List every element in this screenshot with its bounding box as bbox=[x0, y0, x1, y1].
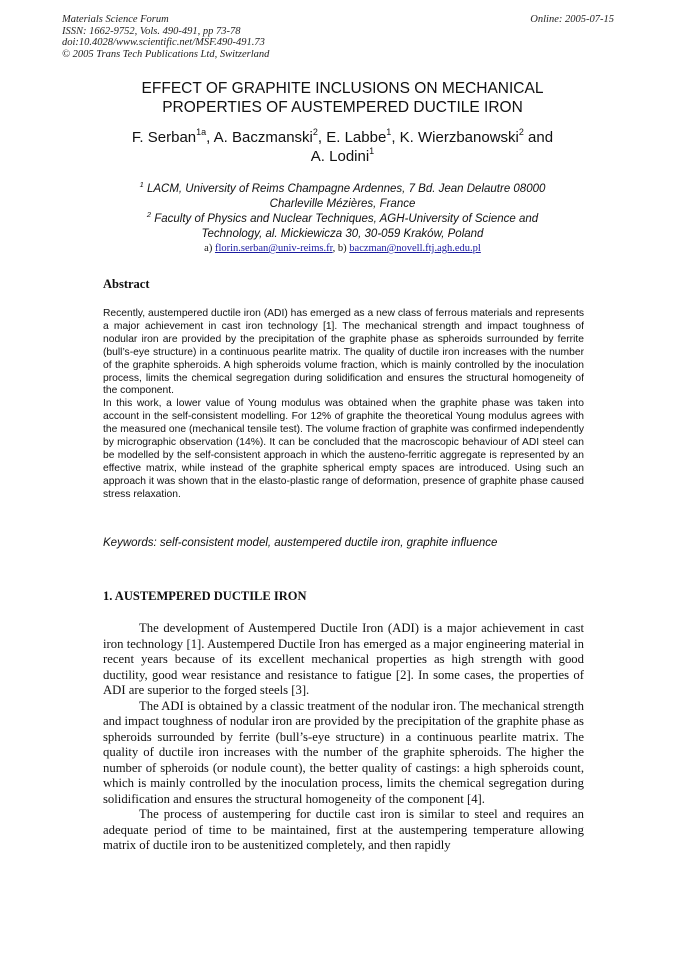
journal-info bbox=[62, 14, 269, 60]
title-line-2: PROPERTIES OF AUSTEMPERED DUCTILE IRON bbox=[162, 99, 523, 116]
journal-doi: doi:10.4028/www.scientific.net/MSF.490-491.73 bbox=[62, 37, 265, 48]
author-sup: 1 bbox=[369, 146, 375, 156]
author-name: E. Labbe bbox=[326, 129, 387, 146]
author-sup: 1a bbox=[196, 127, 207, 137]
affiliation-text: Faculty of Physics and Nuclear Techniques, AGH-University of Science and bbox=[151, 213, 539, 225]
section-heading: 1. AUSTEMPERED DUCTILE IRON bbox=[103, 589, 307, 603]
journal-name: Materials Science Forum bbox=[62, 14, 169, 25]
affiliation-2-line-2: Technology, al. Mickiewicza 30, 30-059 Kraków, Poland bbox=[201, 228, 484, 240]
author-list bbox=[100, 128, 585, 166]
journal-copyright: © 2005 Trans Tech Publications Ltd, Switzerland bbox=[62, 48, 270, 60]
affiliation-2-line-1 bbox=[100, 212, 585, 227]
author-sep: , bbox=[391, 129, 400, 146]
author-sup: 1 bbox=[386, 127, 392, 137]
author-sep: , bbox=[317, 129, 327, 146]
affiliation-1-line-1 bbox=[100, 182, 585, 197]
online-date: Online: 2005-07-15 bbox=[530, 14, 614, 25]
author-name: A. Lodini bbox=[310, 148, 370, 165]
author-sup: 2 bbox=[312, 127, 318, 137]
affiliation-text: LACM, University of Reims Champagne Ardennes, 7 Bd. Jean Delautre 08000 bbox=[143, 183, 546, 195]
abstract-paragraph: In this work, a lower value of Young modulus was obtained when the graphite phase was taken into account in the self-consistent modelling. For 12% of graphite the theoretical Young modulus agrees with the measured one (mechanical tensile test). The volume fraction of graphite was confirmed independently by micrographic observation (14%). It can be concluded that the macroscopic behaviour of ADI steel can be modelled by the self-consistent approach in which the austeno-ferritic aggregate is represented by an effective matrix, while instead of the graphite spherical empty spaces are introduced. Using such an approach it was shown that in the elasto-plastic range of deformation, presence of graphite phase caused stress relaxation. bbox=[103, 398, 584, 500]
title-line-1: EFFECT OF GRAPHITE INCLUSIONS ON MECHANICAL bbox=[141, 80, 544, 97]
author-name: K. Wierzbanowski bbox=[399, 129, 519, 146]
author-sep: , bbox=[206, 129, 214, 146]
email-line bbox=[100, 242, 585, 256]
keywords: Keywords: self-consistent model, austempered ductile iron, graphite influence bbox=[103, 537, 498, 549]
email-label: , b) bbox=[332, 243, 350, 254]
author-name: A. Baczmanski bbox=[213, 129, 313, 146]
section-body bbox=[103, 621, 584, 854]
body-paragraph: The process of austempering for ductile cast iron is similar to steel and requires an adequate period of time to be maintained, first at the austempering temperature allowing matrix of ductile iron to be austenitized completely, and then rapidly bbox=[103, 807, 584, 852]
abstract-heading: Abstract bbox=[103, 277, 150, 291]
affiliation-sup: 1 bbox=[139, 180, 144, 190]
affiliation-1-line-2: Charleville Mézières, France bbox=[269, 198, 416, 210]
affiliations bbox=[100, 182, 585, 256]
email-label: a) bbox=[204, 243, 215, 254]
author-sep: and bbox=[523, 129, 554, 146]
body-paragraph: The ADI is obtained by a classic treatment of the nodular iron. The mechanical strength and impact toughness of nodular iron are provided by the precipitation of the graphite phase as spheroids surrounded by ferrite (bull’s-eye structure) in a continuous pearlite matrix. The quality of ductile iron increases with the number of the graphite spheroids. The higher the number of spheroids (or nodule count), the better quality of castings: a high spheroids count, which is mainly controlled by the inoculation process, limits the chemical segregation during solidification and ensures the structural homogeneity of the component [4]. bbox=[103, 698, 584, 806]
body-paragraph: The development of Austempered Ductile Iron (ADI) is a major achievement in cast iron technology [1]. Austempered Ductile Iron has emerged as a major engineering material in recent years because of its excellent mechanical properties as high strength with good ductility, good wear resistance and resistance to fatigue [2]. In some cases, the properties of ADI are superior to the forged steels [3]. bbox=[103, 621, 584, 697]
affiliation-sup: 2 bbox=[146, 210, 152, 220]
email-link-b[interactable]: baczman@novell.ftj.agh.edu.pl bbox=[349, 243, 481, 254]
abstract-body bbox=[103, 308, 584, 502]
email-link-a[interactable]: florin.serban@univ-reims.fr bbox=[214, 243, 333, 254]
paper-title bbox=[100, 79, 585, 117]
abstract-paragraph: Recently, austempered ductile iron (ADI) has emerged as a new class of ferrous materials and represents a major achievement in cast iron technology [1]. The mechanical strength and impact toughness of nodular iron are provided by the precipitation of the graphite phase as spheroids surrounded by ferrite (bull’s-eye structure) in a continuous pearlite matrix. The quality of ductile iron increases with the number of the graphite spheroids. A high spheroids volume fraction, which is mainly controlled by the inoculation process, limits the chemical segregation during solidification and ensures the structural homogeneity of the component. bbox=[103, 308, 584, 397]
journal-issn: ISSN: 1662-9752, Vols. 490-491, pp 73-78 bbox=[62, 25, 241, 37]
author-name: F. Serban bbox=[131, 129, 197, 146]
author-sup: 2 bbox=[518, 127, 524, 137]
